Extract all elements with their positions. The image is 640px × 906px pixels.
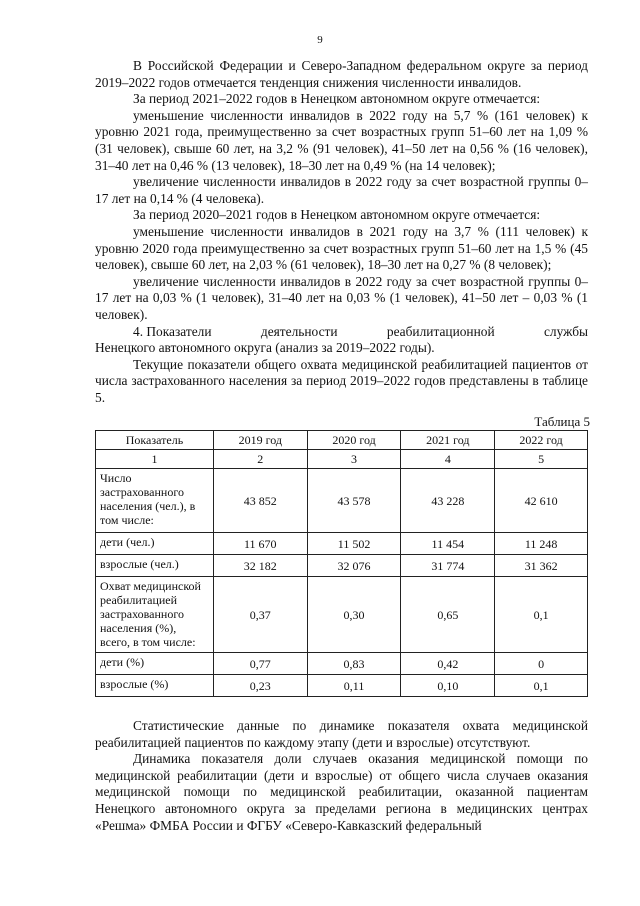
table-number-cell: 2 — [213, 450, 307, 469]
table-cell: 32 182 — [213, 555, 307, 577]
table-row-label: Число застрахованного населения (чел.), в том числе: — [96, 469, 214, 533]
paragraph: уменьшение численности инвалидов в 2022 году на 5,7 % (161 человек) к уровню 2021 года, преимущественно за счет возрастных групп 51–60 лет на 1,09 % (31 человек), свыше 60 лет, на 3,2 % (91 человек), 41–50 лет на 0,56 % (16 человек), 31–40 лет на 0,46 % (13 человек), 18–30 лет на 0,49 % (на 14 человек); — [95, 107, 588, 173]
table-cell: 0,1 — [495, 675, 588, 697]
section-heading-continuation: Ненецкого автономного округа (анализ за 2019–2022 годы). — [95, 340, 435, 356]
table-number-cell: 4 — [401, 450, 495, 469]
section-heading — [95, 324, 588, 341]
section-heading-word: деятельности — [260, 323, 338, 339]
table-cell: 43 852 — [213, 469, 307, 533]
body-text-top — [95, 58, 588, 406]
table-cell: 0,77 — [213, 653, 307, 675]
table-cell: 0,83 — [307, 653, 401, 675]
table-row — [96, 577, 588, 653]
table-header-cell: Показатель — [96, 431, 214, 450]
table-row — [96, 469, 588, 533]
table-header-row — [96, 431, 588, 450]
paragraph: Статистические данные по динамике показателя охвата медицинской реабилитацией пациентов по каждому этапу (дети и взрослые) отсутствуют. — [95, 718, 588, 750]
paragraph: уменьшение численности инвалидов в 2021 году на 3,7 % (111 человек) к уровню 2020 года преимущественно за счет возрастных групп 51–60 лет на 1,5 % (45 человек), свыше 60 лет, на 2,03 % (61 человек), 18–30 лет на 0,27 % (8 человек); — [95, 223, 588, 273]
table-cell: 0,10 — [401, 675, 495, 697]
table-caption: Таблица 5 — [534, 414, 590, 429]
table-header-cell: 2020 год — [307, 431, 401, 450]
table-row — [96, 555, 588, 577]
table-cell: 43 228 — [401, 469, 495, 533]
table-header-cell: 2019 год — [213, 431, 307, 450]
paragraph: увеличение численности инвалидов в 2022 году за счет возрастной группы 0–17 лет на 0,14 % (4 человека). — [95, 174, 588, 206]
table-cell: 0 — [495, 653, 588, 675]
table-number-cell: 5 — [495, 450, 588, 469]
section-heading-word: реабилитационной — [386, 323, 495, 339]
paragraph-intro: Текущие показатели общего охвата медицинской реабилитацией пациентов от числа застрахованного населения за период 2019–2022 годов представлены в таблице 5. — [95, 356, 588, 405]
table-cell: 0,30 — [307, 577, 401, 653]
paragraph: За период 2020–2021 годов в Ненецком автономном округе отмечается: — [133, 207, 541, 223]
table-row-label: дети (%) — [96, 653, 214, 675]
table-number-cell: 1 — [96, 450, 214, 469]
table-cell: 0,23 — [213, 675, 307, 697]
table-cell: 43 578 — [307, 469, 401, 533]
table-row-label: взрослые (%) — [96, 675, 214, 697]
table-header-cell: 2021 год — [401, 431, 495, 450]
table-row — [96, 675, 588, 697]
table-number-row — [96, 450, 588, 469]
paragraph: Динамика показателя доли случаев оказания медицинской помощи по медицинской реабилитации (дети и взрослые) от общего числа случаев оказания медицинской помощи по медицинской реабилитации, оказанной пациентам Ненецкого автономного округа за пределами региона в медицинских центрах «Решма» ФМБА России и ФГБУ «Северо-Кавказский федеральный — [95, 751, 588, 833]
body-text-bottom — [95, 718, 588, 834]
table-row-label: дети (чел.) — [96, 533, 214, 555]
table-header-cell: 2022 год — [495, 431, 588, 450]
table-row-label: Охват медицинской реабилитацией застрахованного населения (%), всего, в том числе: — [96, 577, 214, 653]
section-heading-word: 4. Показатели — [133, 323, 212, 339]
table-cell: 11 502 — [307, 533, 401, 555]
page-number: 9 — [317, 34, 323, 46]
table-cell: 0,65 — [401, 577, 495, 653]
table-cell: 11 670 — [213, 533, 307, 555]
table-cell: 0,11 — [307, 675, 401, 697]
table-cell: 31 774 — [401, 555, 495, 577]
section-heading-word: службы — [543, 323, 588, 339]
table-row-label: взрослые (чел.) — [96, 555, 214, 577]
table-cell: 31 362 — [495, 555, 588, 577]
paragraph: увеличение численности инвалидов в 2022 году за счет возрастной группы 0–17 лет на 0,03 % (1 человек), 31–40 лет на 0,03 % (1 человек), 41–50 лет – 0,03 % (1 человек). — [95, 273, 588, 322]
table-row — [96, 533, 588, 555]
paragraph: В Российской Федерации и Северо-Западном федеральном округе за период 2019–2022 годов отмечается тенденция снижения численности инвалидов. — [95, 58, 588, 90]
table-cell: 0,42 — [401, 653, 495, 675]
table-cell: 0,1 — [495, 577, 588, 653]
table-cell: 42 610 — [495, 469, 588, 533]
table-cell: 32 076 — [307, 555, 401, 577]
table-cell: 0,37 — [213, 577, 307, 653]
table-row — [96, 653, 588, 675]
table-5 — [95, 430, 588, 697]
table-number-cell: 3 — [307, 450, 401, 469]
paragraph: За период 2021–2022 годов в Ненецком автономном округе отмечается: — [133, 91, 541, 107]
table-cell: 11 248 — [495, 533, 588, 555]
table-cell: 11 454 — [401, 533, 495, 555]
